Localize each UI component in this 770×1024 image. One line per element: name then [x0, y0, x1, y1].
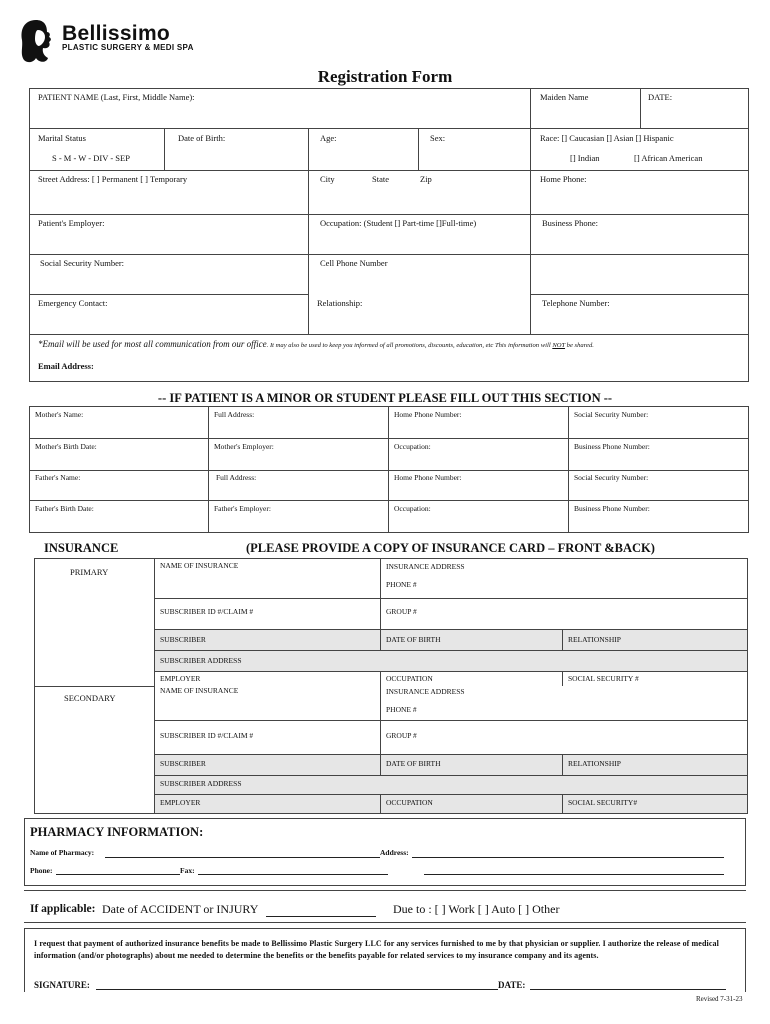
ssn-input[interactable]	[35, 270, 303, 290]
if-applicable-label: If applicable:	[30, 903, 96, 915]
secondary-insurance-address[interactable]: INSURANCE ADDRESS	[386, 687, 465, 696]
patient-name-input[interactable]	[35, 103, 525, 125]
secondary-dob[interactable]: DATE OF BIRTH	[386, 759, 441, 768]
pharmacy-address-input[interactable]	[412, 857, 724, 858]
secondary-subscriber-id[interactable]: SUBSCRIBER ID #/CLAIM #	[160, 731, 254, 740]
woman-silhouette-icon	[18, 18, 58, 64]
primary-dob[interactable]: DATE OF BIRTH	[386, 635, 441, 644]
primary-group[interactable]: GROUP #	[386, 607, 417, 616]
marital-status-label: Marital Status	[38, 133, 86, 143]
secondary-phone[interactable]: PHONE #	[386, 705, 417, 714]
secondary-group[interactable]: GROUP #	[386, 731, 417, 740]
city-state-zip-input[interactable]	[312, 186, 526, 210]
primary-insurance-address[interactable]: INSURANCE ADDRESS	[386, 562, 465, 571]
emergency-contact-label: Emergency Contact:	[38, 298, 108, 308]
race-indian-option[interactable]: [] Indian	[570, 153, 600, 163]
dob-input[interactable]	[168, 144, 304, 166]
insurance-heading: INSURANCE	[44, 541, 119, 555]
pharmacy-phone-input[interactable]	[56, 874, 180, 875]
ssn-label: Social Security Number:	[40, 258, 125, 268]
pharmacy-address-label: Address:	[380, 848, 409, 857]
business-phone-label: Business Phone:	[542, 218, 598, 228]
primary-subscriber-address[interactable]: SUBSCRIBER ADDRESS	[160, 656, 242, 665]
insurance-copy-note: (PLEASE PROVIDE A COPY OF INSURANCE CARD – FRONT &BACK)	[246, 541, 655, 555]
primary-relationship[interactable]: RELATIONSHIP	[568, 635, 621, 644]
accident-date-input[interactable]	[266, 916, 376, 917]
home-phone-label: Home Phone:	[540, 174, 587, 184]
accident-due-to[interactable]: Due to : [ ] Work [ ] Auto [ ] Other	[393, 902, 560, 916]
sex-input[interactable]	[422, 144, 526, 166]
primary-subscriber-id[interactable]: SUBSCRIBER ID #/CLAIM #	[160, 607, 254, 616]
signature-input[interactable]	[96, 989, 498, 990]
cell-phone-label: Cell Phone Number	[320, 258, 388, 268]
father-ssn-label: Social Security Number:	[574, 473, 649, 482]
home-phone-input[interactable]	[535, 186, 745, 210]
date-label: DATE:	[648, 92, 673, 102]
primary-ssn[interactable]: SOCIAL SECURITY #	[568, 674, 639, 683]
dob-label: Date of Birth:	[178, 133, 226, 143]
father-home-phone-label: Home Phone Number:	[394, 473, 462, 482]
secondary-name-of-insurance[interactable]: NAME OF INSURANCE	[160, 686, 239, 695]
age-input[interactable]	[312, 144, 414, 166]
cell-phone-input[interactable]	[312, 270, 526, 290]
father-occupation-label: Occupation:	[394, 504, 431, 513]
revised-date: Revised 7-31-23	[696, 995, 743, 1003]
zip-label: Zip	[420, 174, 432, 184]
age-label: Age:	[320, 133, 337, 143]
primary-name-of-insurance[interactable]: NAME OF INSURANCE	[160, 561, 239, 570]
patient-name-label: PATIENT NAME (Last, First, Middle Name):	[38, 92, 195, 102]
signature-date-input[interactable]	[530, 989, 726, 990]
maiden-name-input[interactable]	[535, 103, 635, 125]
mother-ssn-label: Social Security Number:	[574, 410, 649, 419]
telephone-input[interactable]	[535, 310, 745, 330]
primary-label: PRIMARY	[70, 567, 109, 577]
secondary-subscriber[interactable]: SUBSCRIBER	[160, 759, 206, 768]
pharmacy-fax-label: Fax:	[180, 866, 195, 875]
logo-subtitle: PLASTIC SURGERY & MEDI SPA	[62, 43, 194, 52]
email-input[interactable]	[110, 358, 740, 376]
secondary-label: SECONDARY	[64, 693, 116, 703]
primary-subscriber[interactable]: SUBSCRIBER	[160, 635, 206, 644]
primary-occupation[interactable]: OCCUPATION	[386, 674, 433, 683]
date-input[interactable]	[645, 103, 745, 125]
authorization-text: I request that payment of authorized insurance benefits be made to Bellissimo Plastic Surgery LLC for any services furnished to me by that physician or supplier. I authorize the release of medical information (and/or photographs) about me needed to determine the benefits or the benefits payable for related services to my insurance company and its agents.	[34, 939, 719, 960]
primary-employer[interactable]: EMPLOYER	[160, 674, 201, 683]
email-note: *Email will be used for most all communication from our office. It may also be used to keep you informed of all promotions, discounts, education, etc This information will NOT be shared.	[38, 339, 594, 349]
signature-date-label: DATE:	[498, 980, 526, 990]
logo-name: Bellissimo	[62, 22, 171, 45]
emergency-contact-input[interactable]	[35, 310, 303, 330]
mother-employer-label: Mother's Employer:	[214, 442, 274, 451]
secondary-relationship[interactable]: RELATIONSHIP	[568, 759, 621, 768]
pharmacy-heading: PHARMACY INFORMATION:	[30, 825, 204, 839]
telephone-label: Telephone Number:	[542, 298, 610, 308]
occupation-label[interactable]: Occupation: (Student [] Part-time []Full-time)	[320, 218, 477, 228]
secondary-occupation[interactable]: OCCUPATION	[386, 798, 433, 807]
pharmacy-extra-input[interactable]	[424, 874, 724, 875]
secondary-employer[interactable]: EMPLOYER	[160, 798, 201, 807]
father-full-address-label: Full Address:	[216, 473, 257, 482]
mother-name-label: Mother's Name:	[35, 410, 84, 419]
pharmacy-name-label: Name of Pharmacy:	[30, 848, 95, 857]
email-label: Email Address:	[38, 361, 94, 371]
patient-employer-label: Patient's Employer:	[38, 218, 105, 228]
state-label: State	[372, 174, 389, 184]
pharmacy-phone-label: Phone:	[30, 866, 53, 875]
race-african-american-option[interactable]: [] African American	[634, 153, 703, 163]
father-name-label: Father's Name:	[35, 473, 81, 482]
maiden-name-label: Maiden Name	[540, 92, 589, 102]
signature-label: SIGNATURE:	[34, 980, 90, 990]
relationship-input[interactable]	[312, 310, 526, 330]
pharmacy-fax-input[interactable]	[198, 874, 388, 875]
patient-employer-input[interactable]	[35, 230, 303, 250]
primary-phone[interactable]: PHONE #	[386, 580, 417, 589]
mother-dob-label: Mother's Birth Date:	[35, 442, 97, 451]
street-address-input[interactable]	[35, 186, 303, 210]
business-phone-input[interactable]	[535, 230, 745, 250]
minor-heading: -- IF PATIENT IS A MINOR OR STUDENT PLEASE FILL OUT THIS SECTION --	[157, 391, 613, 405]
mother-occupation-label: Occupation:	[394, 442, 431, 451]
pharmacy-name-input[interactable]	[105, 857, 380, 858]
father-business-phone-label: Business Phone Number:	[574, 504, 650, 513]
city-label: City	[320, 174, 335, 184]
relationship-label: Relationship:	[317, 298, 363, 308]
race-label[interactable]: Race: [] Caucasian [] Asian [] Hispanic	[540, 133, 674, 143]
marital-status-options[interactable]: S - M - W - DIV - SEP	[52, 153, 130, 163]
father-dob-label: Father's Birth Date:	[35, 504, 94, 513]
mother-full-address-label: Full Address:	[214, 410, 255, 419]
mother-business-phone-label: Business Phone Number:	[574, 442, 650, 451]
father-employer-label: Father's Employer:	[214, 504, 271, 513]
accident-date-label: Date of ACCIDENT or INJURY	[102, 902, 259, 916]
secondary-subscriber-address[interactable]: SUBSCRIBER ADDRESS	[160, 779, 242, 788]
street-address-label[interactable]: Street Address: [ ] Permanent [ ] Temporary	[38, 174, 188, 184]
sex-label: Sex:	[430, 133, 446, 143]
secondary-ssn[interactable]: SOCIAL SECURITY#	[568, 798, 638, 807]
mother-home-phone-label: Home Phone Number:	[394, 410, 462, 419]
page-title: Registration Form	[317, 67, 453, 86]
